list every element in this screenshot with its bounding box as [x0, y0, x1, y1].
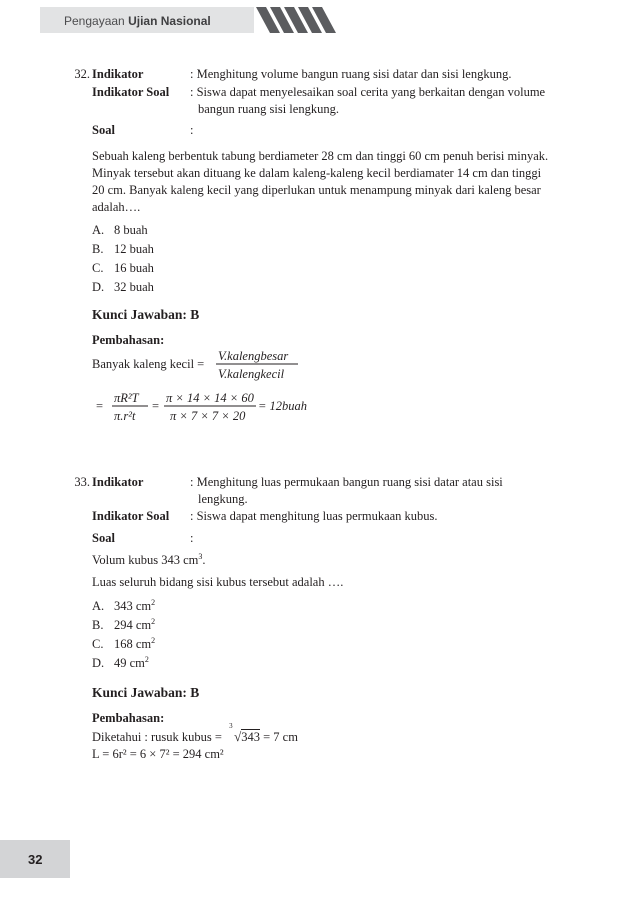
header-title-bold: Ujian Nasional [128, 14, 211, 28]
work-given: Diketahui : rusuk kubus = [92, 730, 222, 744]
option-letter: D. [92, 656, 105, 670]
indikator-soal-line-2: bangun ruang sisi lengkung. [198, 101, 339, 116]
work-line-1 [92, 722, 412, 746]
option-d [92, 655, 566, 674]
formula-lhs: Banyak kaleng kecil = [92, 357, 205, 371]
formula-eq: = [96, 399, 104, 413]
formula-frac1-num: V.kalengbesar [218, 349, 289, 363]
cube-root: 3 √343 [229, 722, 260, 744]
header-title [64, 13, 211, 29]
soal-label: Soal [92, 123, 115, 137]
question-number: 33. [74, 475, 90, 489]
soal-colon: : [190, 531, 194, 545]
indikator-value [190, 474, 568, 508]
answer-key: Kunci Jawaban: B [92, 306, 200, 322]
option-text: 294 $cm^2$ [114, 616, 156, 632]
work-line-2: L = 6r² = 6 × 7² = 294 cm² [92, 747, 224, 761]
formula-frac3-den: π × 7 × 7 × 20 [170, 409, 246, 423]
option-c [92, 636, 566, 655]
option-letter: B. [92, 241, 104, 256]
formula-result: = 12buah [258, 399, 308, 413]
indikator-label: Indikator [92, 67, 144, 81]
option-c [92, 260, 566, 279]
soal-line-1: Volum kubus 343 $cm^3$. [92, 551, 206, 567]
option-text: 343 $cm^2$ [114, 597, 156, 613]
page-number: 32 [28, 852, 43, 867]
formula-eq-2: = [152, 399, 160, 413]
discussion-work [92, 722, 412, 764]
soal-label: Soal [92, 531, 115, 545]
answer-options [92, 598, 566, 674]
soal-line-2: Luas seluruh bidang sisi kubus tersebut adalah …. [92, 575, 344, 589]
indikator-line-2: lengkung. [198, 491, 248, 506]
option-text: 12 buah [114, 241, 154, 256]
header-prefix: Pengayaan [64, 14, 125, 28]
indikator-row [92, 474, 566, 508]
soal-line: Sebuah kaleng berbentuk tabung berdiameter 28 cm dan tinggi 60 cm penuh berisi minyak. [92, 149, 549, 163]
soal-text [92, 148, 566, 216]
option-letter: B. [92, 618, 104, 632]
question-number: 32. [74, 67, 90, 81]
radicand: 343 [241, 730, 260, 744]
soal-colon: : [190, 123, 194, 137]
indikator-line-1: : Menghitung luas permukaan bangun ruang sisi datar atau sisi [190, 475, 503, 489]
formula-frac3-num: π × 14 × 14 × 60 [166, 391, 254, 405]
formula-frac1-den: V.kalengkecil [218, 367, 285, 381]
answer-options [92, 222, 566, 298]
option-text: 49 $cm^2$ [114, 654, 149, 670]
indikator-label: Indikator [92, 475, 144, 489]
option-text: 16 buah [114, 260, 154, 275]
indikator-soal-row [92, 508, 566, 530]
soal-row [92, 122, 566, 148]
page-header [0, 0, 638, 38]
option-a [92, 222, 566, 241]
indikator-soal-value: : Siswa dapat menghitung luas permukaan kubus. [190, 509, 438, 523]
formula-frac2-num: πR²T [114, 391, 139, 405]
indikator-soal-label: Indikator Soal [92, 509, 170, 523]
option-letter: C. [92, 637, 104, 651]
indikator-value: : Menghitung volume bangun ruang sisi datar dan sisi lengkung. [190, 67, 512, 81]
radical-sign: √ [234, 729, 242, 744]
soal-row [92, 530, 566, 552]
option-letter: D. [92, 279, 105, 294]
option-letter: A. [92, 599, 105, 613]
option-text: 8 buah [114, 222, 148, 237]
discussion-label: Pembahasan: [92, 332, 165, 347]
option-a [92, 598, 566, 617]
work-result: = 7 cm [263, 730, 298, 744]
formula-volume-ratio [92, 342, 352, 424]
option-b [92, 241, 566, 260]
option-b [92, 617, 566, 636]
option-letter: A. [92, 222, 105, 237]
option-d [92, 279, 566, 298]
soal-line: 20 cm. Banyak kaleng kecil yang diperlukan untuk menampung minyak dari kaleng besar [92, 182, 541, 197]
option-text: 32 buah [114, 279, 154, 294]
indikator-soal-line-1: : Siswa dapat menyelesaikan soal cerita yang berkaitan dengan volume [190, 85, 546, 99]
formula-frac2-den: π.r²t [114, 409, 136, 423]
header-stripes-decoration [240, 7, 340, 33]
indikator-row [92, 66, 566, 84]
discussion-label: Pembahasan: [92, 711, 165, 726]
option-letter: C. [92, 260, 104, 275]
indikator-soal-row [92, 84, 566, 118]
soal-line: Minyak tersebut akan dituang ke dalam kaleng-kaleng kecil berdiamater 14 cm dan tinggi [92, 165, 542, 180]
soal-line: adalah…. [92, 199, 141, 214]
option-text: 168 $cm^2$ [114, 635, 156, 651]
answer-key: Kunci Jawaban: B [92, 685, 200, 700]
indikator-soal-value [190, 84, 568, 118]
indikator-soal-label: Indikator Soal [92, 85, 170, 99]
